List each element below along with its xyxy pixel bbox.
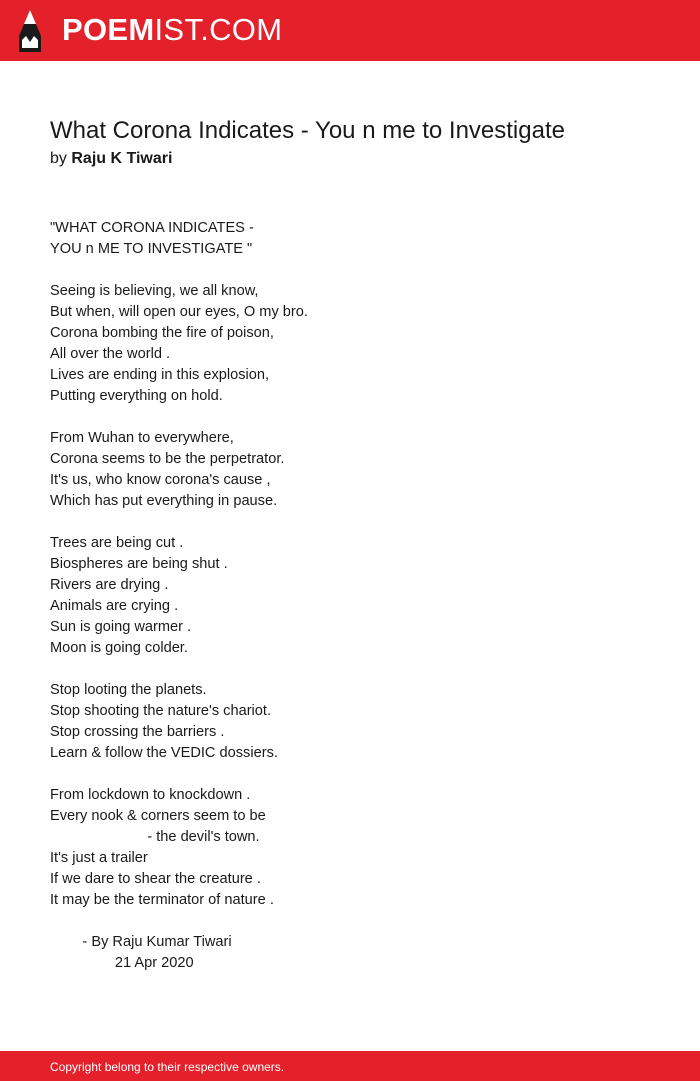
brand-name-bold: POEM: [62, 12, 155, 47]
author-name[interactable]: Raju K Tiwari: [71, 150, 173, 167]
site-header: [0, 0, 700, 61]
poem-body: "WHAT CORONA INDICATES - YOU n ME TO INVESTIGATE " Seeing is believing, we all know, But when, will open our eyes, O my bro. Corona bombing the fire of poison, All over the world . Lives are ending in this explosion, Putting everything on hold. From Wuhan to everywhere, Corona seems to be the perpetrator. It's us, who know corona's cause , Which has put everything in pause. Trees are being cut . Biospheres are being shut . Rivers are drying . Animals are crying . Sun is going warmer . Moon is going colder. Stop looting the planets. Stop shooting the nature's chariot. Stop crossing the barriers . Learn & follow the VEDIC dossiers. From lockdown to knockdown . Every nook & corners seem to be - the devil's town. It's just a trailer If we dare to shear the creature . It may be the terminator of nature . - By Raju Kumar Tiwari 21 Apr 2020: [50, 220, 308, 971]
poem-title: What Corona Indicates - You n me to Investigate: [50, 117, 565, 144]
brand-name-light: IST.COM: [154, 12, 283, 47]
site-logo[interactable]: [62, 12, 282, 48]
copyright-notice: Copyright belong to their respective owners.: [50, 1060, 285, 1074]
pencil-tip-icon: [17, 10, 43, 52]
byline-prefix: by: [50, 150, 67, 167]
byline: [50, 148, 172, 170]
site-footer: [0, 1051, 700, 1081]
